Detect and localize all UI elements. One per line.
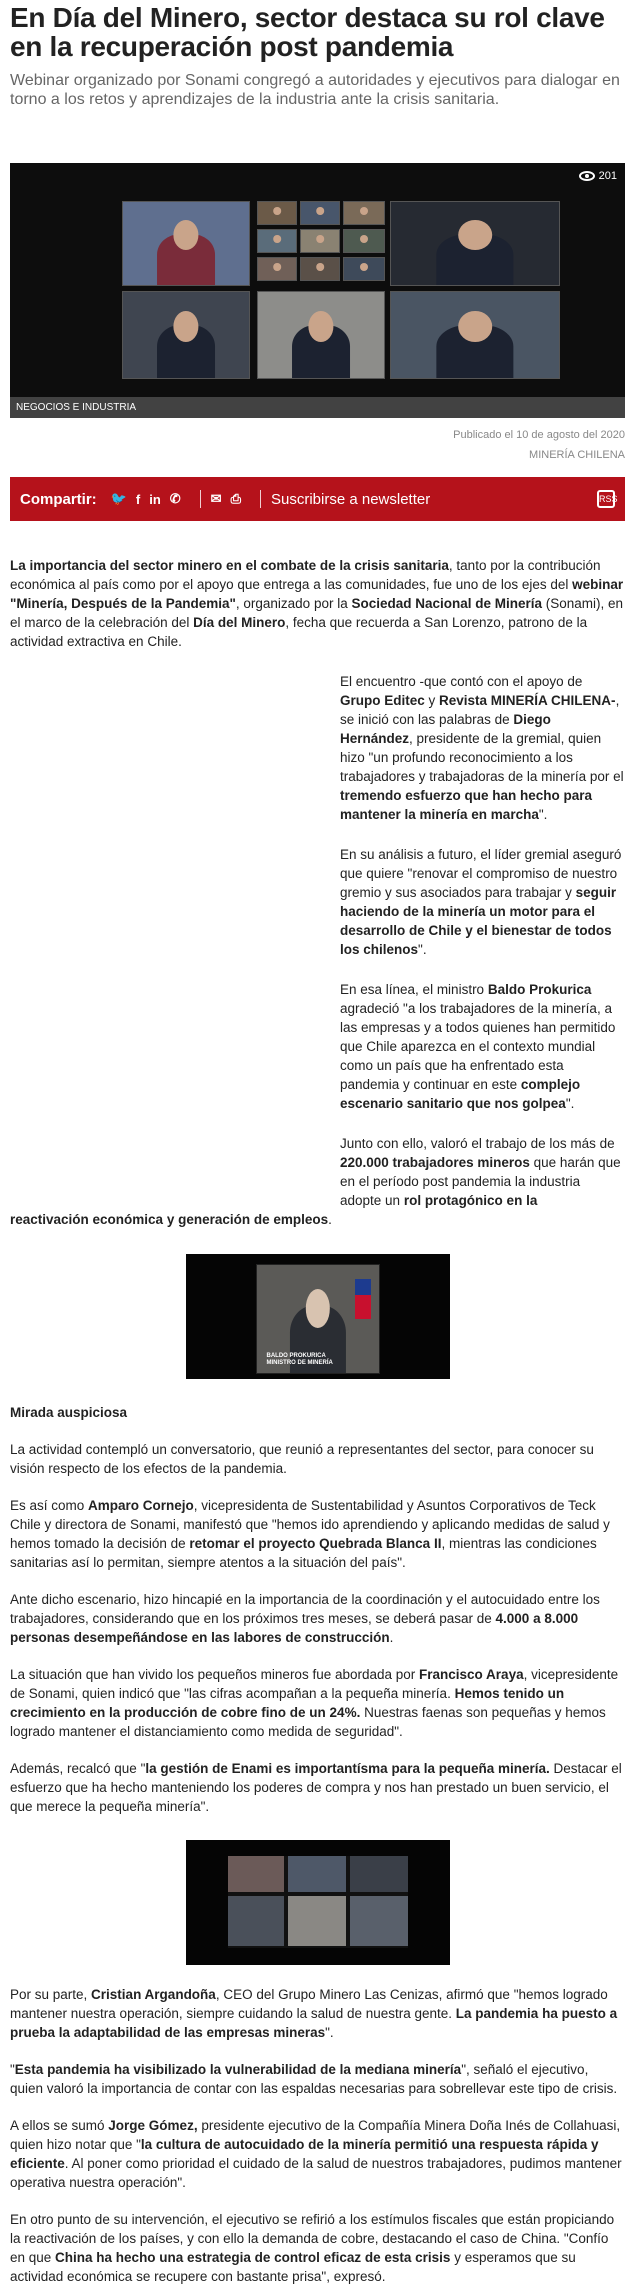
paragraph: Junto con ello, valoró el trabajo de los más de 220.000 trabajadores mineros que harán que en el período post pandemia la industria adopte un rol protagónico en la <box>340 1136 621 1208</box>
video-tile <box>257 201 297 225</box>
video-tile <box>390 201 560 286</box>
paragraph: reactivación económica y generación de empleos. <box>10 1212 332 1227</box>
eye-icon <box>579 171 595 181</box>
linkedin-icon[interactable]: in <box>149 491 161 507</box>
email-icon[interactable]: ✉ <box>210 491 222 506</box>
category-tag[interactable]: NEGOCIOS E INDUSTRIA <box>10 397 625 418</box>
video-tile <box>300 201 340 225</box>
paragraph: A ellos se sumó Jorge Gómez, presidente ejecutivo de la Compañía Minera Doña Inés de Collahuasi, quien hizo notar que "la cultura de autocuidado de la minería permitió una respuesta rápida y eficiente. Al poner como prioridad el cuidado de la salud de nuestros trabajadores, pudimos mantener operativa nuestra operación". <box>10 2118 622 2190</box>
paragraph: Es así como Amparo Cornejo, vicepresidenta de Sustentabilidad y Asuntos Corporativos de Teck Chile y directora de Sonami, manifestó que "hemos ido aprendiendo y aplicando medidas de salud y hemos tomado la decisión de retomar el proyecto Quebrada Blanca II, mientras las condiciones sanitarias así lo permitan, siempre atentos a la situación del país". <box>10 1498 610 1570</box>
paragraph: "Esta pandemia ha visibilizado la vulnerabilidad de la mediana minería", señaló el ejecutivo, quien valoró la importancia de contar con las espaldas necesarias para sobrellevar este tipo de crisis. <box>10 2062 618 2096</box>
video-caption: BALDO PROKURICA MINISTRO DE MINERÍA <box>266 1353 333 1366</box>
divider <box>200 490 201 508</box>
paragraph: La importancia del sector minero en el combate de la crisis sanitaria, tanto por la contribución económica al país como por el apoyo que entrega a las comunidades, fue uno de los ejes del webinar "Minería, Después de la Pandemia", organizado por la Sociedad Nacional de Minería (Sonami), en el marco de la celebración del Día del Minero, fecha que recuerda a San Lorenzo, patrono de la actividad extractiva en Chile. <box>10 558 624 649</box>
paragraph: La situación que han vivido los pequeños mineros fue abordada por Francisco Araya, vicepresidente de Sonami, quien indicó que "las cifras acompañan a la pequeña minería. Hemos tenido un crecimiento en la producción de cobre fino de un 24%. Nuestras faenas son pequeñas y hemos logrado mantener el distanciamiento como medida de seguridad". <box>10 1667 619 1739</box>
video-tile <box>343 257 385 281</box>
twitter-icon[interactable]: 🐦 <box>110 491 127 506</box>
paragraph: El encuentro -que contó con el apoyo de Grupo Editec y Revista MINERÍA CHILENA-, se inició con las palabras de Diego Hernández, presidente de la gremial, quien hizo "un profundo reconocimiento a los trabajadores y trabajadoras de la minería por el tremendo esfuerzo que han hecho para mantener la minería en marcha". <box>340 674 624 822</box>
whatsapp-icon[interactable]: ✆ <box>169 491 181 506</box>
paragraph: En otro punto de su intervención, el ejecutivo se refirió a los estímulos fiscales que están propiciando la reactivación de los países, y con ello la demanda de cobre, destacando el caso de China. "Confío en que China ha hecho una estrategia de control eficaz de esta crisis y esperamos que su actividad económica se recupere con bastante prisa", expresó. <box>10 2212 615 2284</box>
paragraph: Por su parte, Cristian Argandoña, CEO del Grupo Minero Las Cenizas, afirmó que "hemos logrado mantener nuestra operación, siempre cuidando la salud de nuestra gente. La pandemia ha puesto a prueba la adaptabilidad de las empresas mineras". <box>10 1987 618 2040</box>
source-name: MINERÍA CHILENA <box>529 449 625 461</box>
paragraph: En esa línea, el ministro Baldo Prokurica agradeció "a los trabajadores de la minería, a las empresas y a todos quienes han permitido que Chile aparezca en el contexto mundial como un país que ha enfrentado esta pandemia y continuar en este complejo escenario sanitario que nos golpea". <box>340 982 616 1111</box>
video-tile <box>300 257 340 281</box>
paragraph: La actividad contempló un conversatorio, que reunió a representantes del sector, para conocer su visión respecto de los efectos de la pandemia. <box>10 1442 594 1476</box>
paragraph: Ante dicho escenario, hizo hincapié en la importancia de la coordinación y el autocuidado entre los trabajadores, considerando que en los próximos tres meses, se deberá pasar de 4.000 a 8.000 personas desempeñándose en las labores de construcción. <box>10 1592 600 1645</box>
chile-flag-icon <box>355 1279 371 1319</box>
video-tile <box>343 229 385 253</box>
share-bar <box>10 477 625 521</box>
video-tile <box>300 229 340 253</box>
section-heading: Mirada auspiciosa <box>10 1405 128 1420</box>
publish-date: Publicado el 10 de agosto del 2020 <box>453 429 625 441</box>
paragraph: Además, recalcó que "la gestión de Enami es importantísma para la pequeña minería. Destacar el esfuerzo que ha hecho manteniendo los poderes de compra y nos han prestado un buen servicio, el que merece la pequeña minería". <box>10 1761 622 1814</box>
video-figure[interactable] <box>186 1254 450 1379</box>
view-count-value: 201 <box>598 170 617 182</box>
share-label: Compartir: <box>20 490 97 508</box>
video-tile <box>257 257 297 281</box>
article-lead: Webinar organizado por Sonami congregó a autoridades y ejecutivos para dialogar en torno a los retos y aprendizajes de la industria ante la crisis sanitaria. <box>10 72 620 108</box>
paragraph: En su análisis a futuro, el líder gremial aseguró que quiere "renovar el compromiso de nuestro gremio y sus asociados para trabajar y seguir haciendo de la minería un motor para el desarrollo de Chile y el bienestar de todos los chilenos". <box>340 847 622 957</box>
divider <box>260 490 261 508</box>
video-tile <box>122 291 250 379</box>
video-figure[interactable] <box>186 1840 450 1965</box>
article-title: En Día del Minero, sector destaca su rol clave en la recuperación post pandemia <box>10 2 605 62</box>
video-tile <box>343 201 385 225</box>
rss-icon[interactable]: RSS <box>597 490 615 508</box>
video-tile <box>257 229 297 253</box>
video-tile <box>390 291 560 379</box>
newsletter-link[interactable]: Suscribirse a newsletter <box>270 490 431 508</box>
facebook-icon[interactable]: f <box>135 491 141 507</box>
print-icon[interactable]: ⎙ <box>230 491 241 506</box>
video-tile <box>257 291 385 379</box>
video-tile <box>122 201 250 286</box>
view-count <box>579 170 617 182</box>
hero-image[interactable] <box>10 163 625 418</box>
